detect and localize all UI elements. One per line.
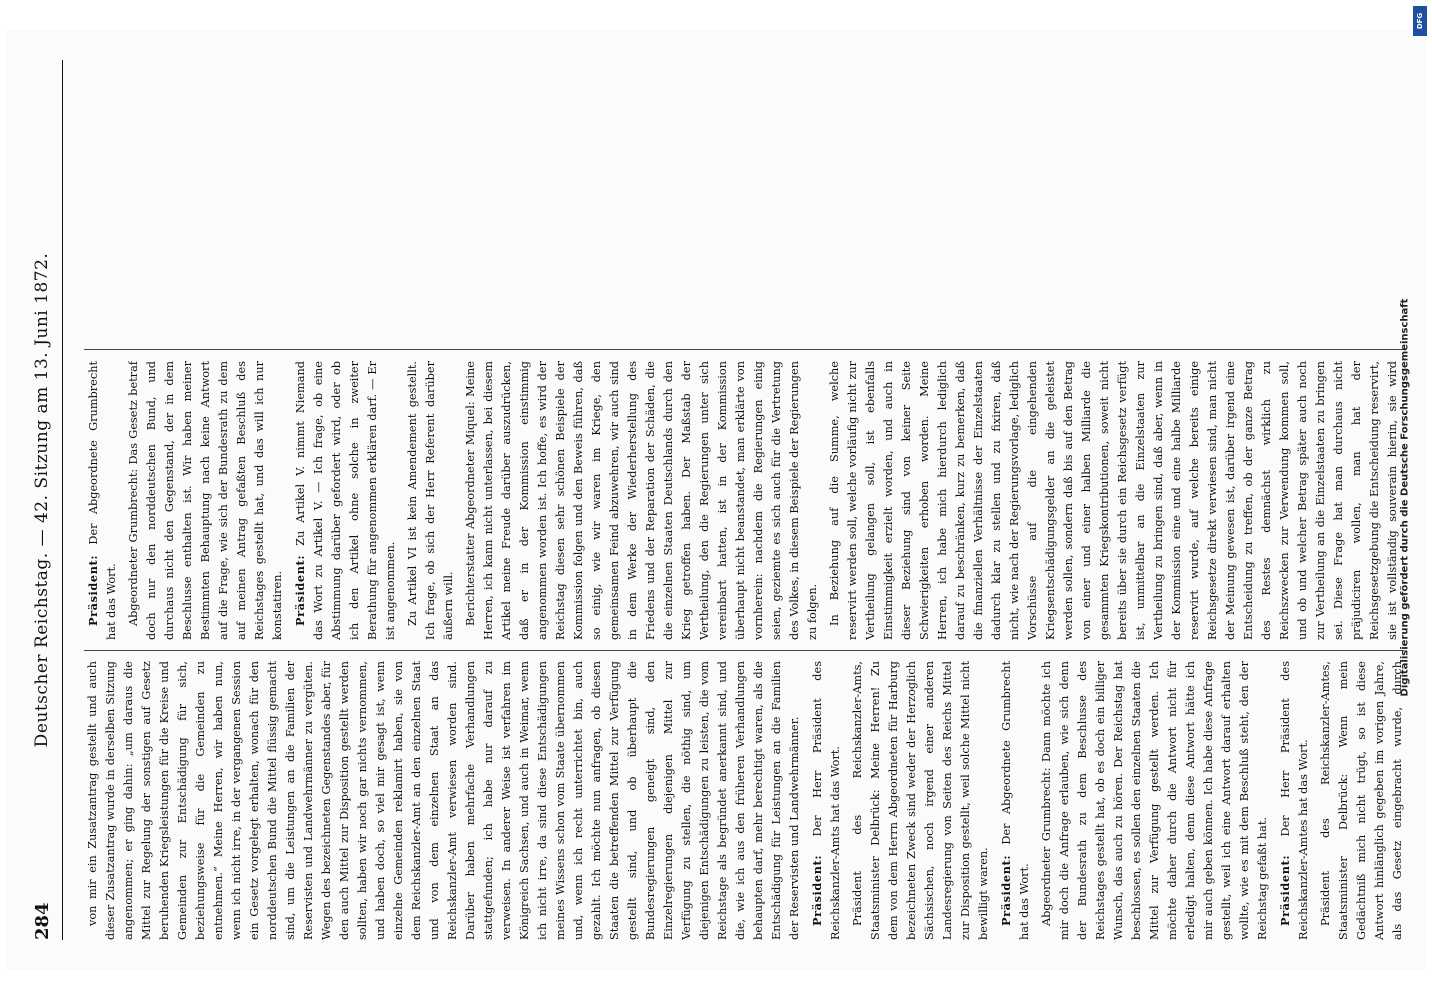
paragraph [808,661,845,940]
paragraph-text: Zu Artikel V. nimmt Niemand das Wort zu Artikel V. — Ich frage, ob eine Abstimmung darüber gefordert wird, oder ob ich den Artikel ohne solche in zweiter Berathung für angenommen erklären darf. — Er ist angenommen. [294,361,397,640]
paragraph [462,361,822,640]
page-header [28,60,63,940]
paragraph [84,661,804,940]
text-column-right [84,60,1404,339]
paragraph-text: In Beziehung auf die Summe, welche reservirt werden soll, welche vorläufig nicht zur Vertheilung gelangen soll, ist ebenfalls Einstimmigkeit erzielt worden, und auch in dieser Beziehung sind von keiner Seite Schwierigkeiten erhoben worden. Meine Herren, ich habe mich hierdurch lediglich darauf zu beschränken, kurz zu bemerken, daß die finanziellen Verhältnisse der Einzelstaaten dadurch klar zu stellen und zu fixiren, daß nicht, wie nach der Regierungsvorlage, lediglich Vorschüsse auf die eingehenden Kriegsentschädigungsgelder an die geleistet werden sollen, sondern daß bis auf den Betrag von einer und einer halben Milliarde die gesammten Kriegskontributionen, soweit nicht bereits über sie durch ein Reichsgesetz verfügt ist, unmittelbar an die Einzelstaaten zur Vertheilung zu bringen sind, daß aber, wenn in der Kommission eine und eine halbe Milliarde reservirt wurde, auf welche bereits einige Reichsgesetze direkt verwiesen sind, man nicht der Meinung gewesen ist, darüber irgend eine Entscheidung zu treffen, ob der ganze Betrag des Restes demnächst wirklich zu Reichszwecken zur Verwendung kommen soll, und ob und welcher Betrag später auch noch zur Vertheilung an die Einzelstaaten zu bringen sei. Diese Frage hat man durchaus nicht präjudiciren wollen, man hat der Reichsgesetzgebung die Entscheidung reservirt, sie ist vollständig souverain hierin, sie wird [828,361,1399,640]
paragraph [125,361,287,640]
speaker-label: Präsident: [293,545,307,626]
paragraph [1317,661,1404,940]
page-title: Deutscher Reichstag. — 42. Sitzung am 13. Juni 1872. [32,252,52,748]
page-number: 284 [32,902,53,940]
paragraph-text: Abgeordneter Grumbrecht: Dann möchte ich mir doch die Anfrage erlauben, wie sich denn der Bundesrath zu dem Beschlusse des Reichstages gestellt hat, ob es doch ein billiger Wunsch, das auch zu hören. Der Reichstag hat beschlossen, es sollen den einzelnen Staaten die Mittel zur Verfügung gestellt werden. Ich möchte daher durch die Antwort nicht für erledigt halten, denn diese Antwort hätte ich mir auch geben können. Ich habe diese Anfrage gestellt, weil ich eine Antwort darauf erhalten wollte, wie es mit dem Beschluß steht, den der Reichstag gefaßt hat. [1040,661,1269,940]
paragraph-text: Präsident des Reichskanzler-Amts, Staatsminister Delbrück: Meine Herren! Zu dem von dem Herrn Abgeordneten für Harburg bezeichneten Zweck sind weder der Herzoglich Sächsischen, noch irgend einer anderen Landesregierung von Seiten des Reichs Mittel zur Disposition gestellt, weil solche Mittel nicht bewilligt waren. [851,661,990,940]
paragraph-text: Der Herr Präsident des Reichskanzler-Amtes hat das Wort. [1279,661,1310,940]
dfg-logo [1413,6,1427,36]
text-column-left [84,661,1404,940]
speaker-label: Präsident: [86,544,100,626]
paragraph [826,361,1404,640]
scanned-page [6,30,1426,970]
digitization-note: Digitalisierung gefördert durch die Deutsche Forschungsgemeinschaft [1399,298,1411,697]
text-column-middle [84,361,1404,640]
column-divider [84,650,1404,651]
paragraph-text: Abgeordneter Grumbrecht: Das Gesetz betraf doch nur den norddeutschen Bund, und durchaus nicht den Gegenstand, der in dem Beschlusse enthalten ist. Wir haben meiner Bestimmten Behauptung nach keine Antwort auf die Frage, wie sich der Bundesrath zu dem auf meinen Antrag gefaßten Beschluß des Reichstages gestellt hat, und das will ich nur konstatiren. [127,361,284,640]
paragraph-text: Der Herr Präsident des Reichskanzler-Amts hat das Wort. [811,661,842,940]
paragraph [1038,661,1272,940]
paragraph-text: Präsident des Reichskanzler-Amtes, Staatsminister Delbrück: Wenn mein Gedächtniß mich nicht trügt, so ist diese Antwort hinlänglich gegeben im vorigen Jahre, als das Gesetz eingebracht wurde, durch [1319,661,1404,940]
speaker-label: Präsident: [999,844,1013,926]
paragraph-text: von mir ein Zusatzantrag gestellt und auch dieser Zusatzantrag wurde in derselben Sitzung angenommen; er ging dahin: „um daraus die Mittel zur Regelung der sonstigen auf Gesetz beruhenden Kriegsleistungen für die Kreise und Gemeinden zur Entschädigung für sich, beziehungsweise für die Gemeinden zu entnehmen.“ Meine Herren, wir haben nun, wenn ich nicht irre, in der vergangenen Session ein Gesetz vorgelegt erhalten, wonach für den norddeutschen Bund die Mittel flüssig gemacht sind, um die Leistungen an die Familien der Reservisten und Landwehrmänner zu vergüten. Wegen des bezeichneten Gegenstandes aber, für den auch Mittel zur Disposition gestellt werden sollten, haben wir noch gar nichts vernommen, und haben doch, so viel mir gesagt ist, wenn einzelne Gemeinden reklamirt haben, sie von dem Reichskanzler-Amt an den einzelnen Staat und von dem einzelnen Staat an das Reichskanzler-Amt verwiesen worden sind. Darüber haben mehrfache Verhandlungen stattgefunden; ich habe nur darauf zu verweisen. In anderer Weise ist verfahren im Königreich Sachsen, und auch in Weimar, wenn ich nicht irre, da sind diese Entschädigungen meines Wissens schon vom Staate übernommen und, wenn ich recht unterrichtet bin, auch gezahlt. Ich möchte nun anfragen, ob diesen Staaten die betreffenden Mittel zur Verfügung gestellt sind, und ob überhaupt die Bundesregierungen geneigt sind, den Einzelregierungen diejenigen Mittel zur Verfügung zu stellen, die nöthig sind, um diejenigen Entschädigungen zu leisten, die vom Reichstage als begründet anerkannt sind, und die, wie ich aus den früheren Verhandlungen behaupten darf, mehr berechtigt waren, als die Entschädigung für Leistungen an die Familien der Reservisten und Landwehrmänner. [86,661,801,940]
paragraph-text: Der Abgeordnete Grumbrecht hat das Wort. [87,361,118,640]
paragraph [997,661,1034,940]
paragraph-text: Berichterstatter Abgeordneter Miquel: Meine Herren, ich kann nicht unterlassen, bei diesem Artikel meine Freude darüber auszudrücken, daß er in der Kommission einstimmig angenommen worden ist. Ich hoffe, es wird der Reichstag diesen sehr schönen Beispiele der Kommission folgen und den Beweis führen, daß so einig, wie wir waren im Kriege, den gemeinsamen Feind abzuwehren, wir auch sind in dem Werke der Wiederherstellung des Friedens und der Reparation der Schäden, die die einzelnen Staaten Deutschlands durch den Krieg getroffen haben. Der Maßstab der Vertheilung, den die Regierungen unter sich vereinbart hatten, ist in der Kommission überhaupt nicht beanstandet, man erklärte von vornherein: nachdem die Regierungen einig seien, geziemte es sich auch für die Vertretung des Volkes, in diesem Beispiele der Regierungen zu folgen. [464,361,819,640]
paragraph [404,361,458,640]
paragraph-text: Zu Artikel VI ist kein Amendement gestellt. Ich frage, ob sich der Herr Referent darüber äußern will. [406,361,455,640]
paragraph [849,661,993,940]
dfg-logo-text: DFG [1416,12,1424,30]
paragraph-text: Der Abgeordnete Grumbrecht hat das Wort. [1000,661,1031,940]
paragraph [1276,661,1313,940]
speaker-label: Präsident: [1278,836,1292,926]
paragraph [291,361,400,640]
speaker-label: Präsident: [810,836,824,926]
column-divider [84,349,1404,350]
paragraph [84,361,121,640]
